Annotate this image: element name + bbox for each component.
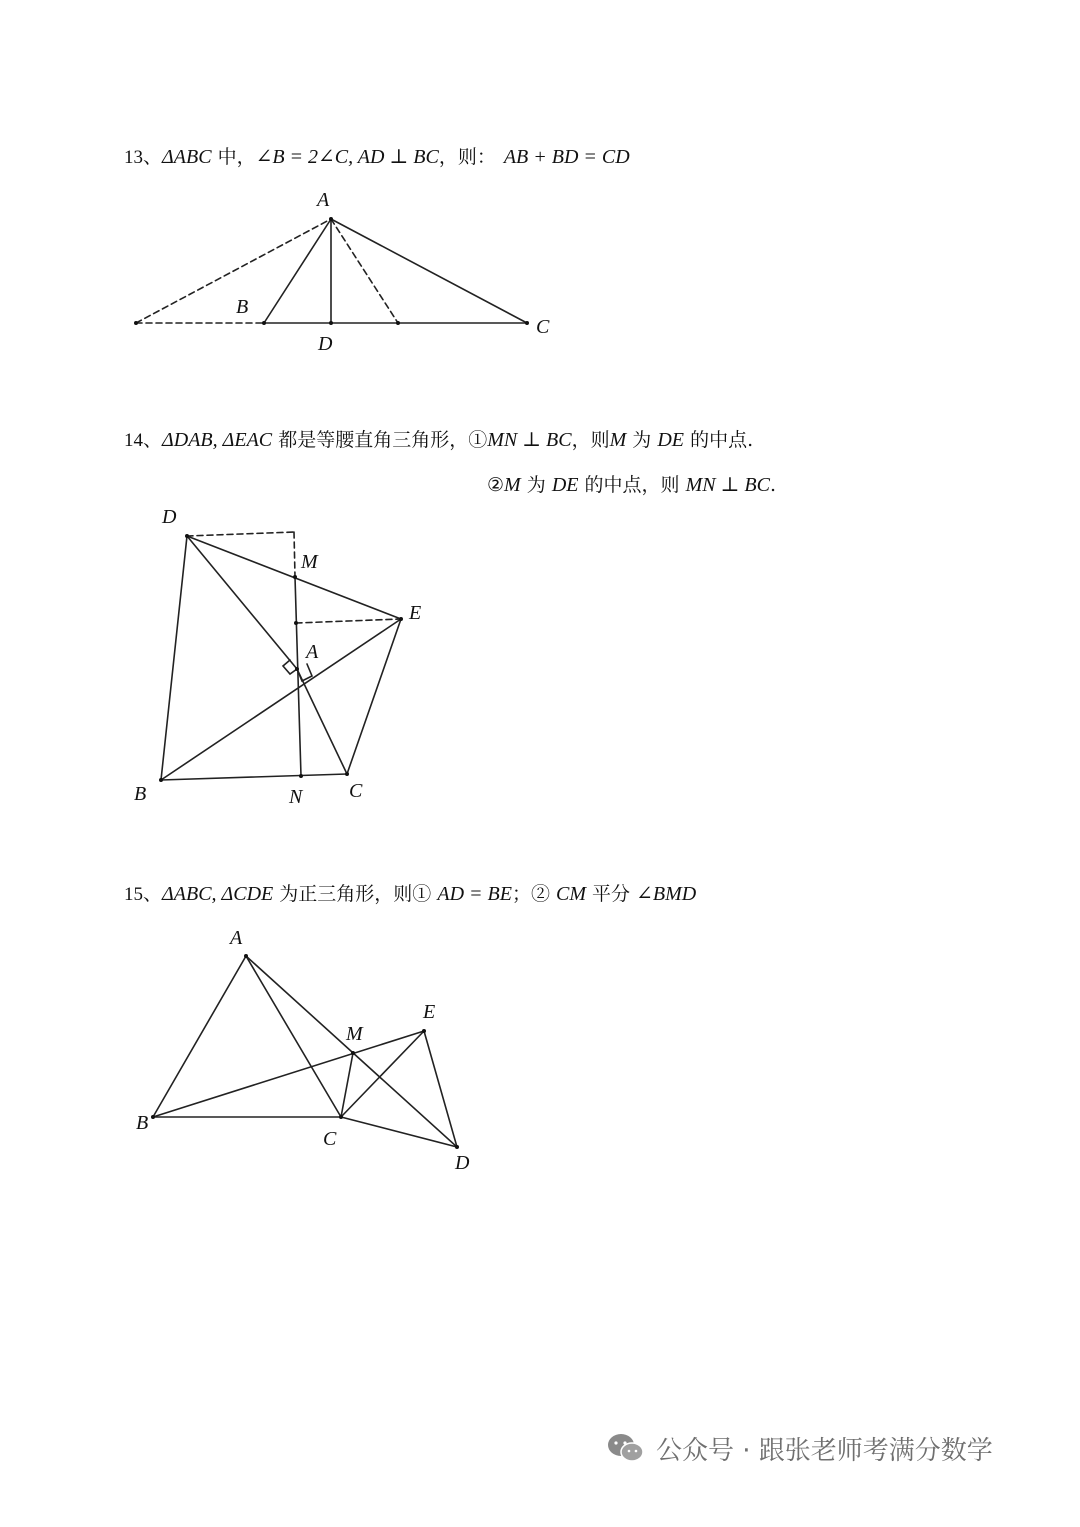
fig15-label-d: D — [455, 1152, 470, 1174]
problem-14-text-4: 的中点. — [684, 429, 754, 451]
fig15-point-d — [455, 1145, 459, 1149]
fig13-label-d: D — [318, 333, 333, 355]
problem-14-condition: MN ⊥ BC — [487, 429, 572, 451]
problem-13-number: 13、 — [124, 147, 163, 168]
fig15-segment-ad — [246, 956, 457, 1147]
fig14-segment-ec — [347, 619, 401, 774]
problem-14-l2-point-m: M — [504, 474, 521, 496]
problem-14-text-3: 为 — [626, 429, 658, 451]
fig14-point-b — [159, 778, 163, 782]
problem-14-l2-conclusion: MN ⊥ BC — [685, 474, 770, 496]
fig15-segment-ed — [424, 1031, 457, 1147]
fig15-segment-ab — [153, 956, 246, 1117]
fig13-dashed-left — [136, 219, 331, 323]
fig15-label-c: C — [323, 1128, 337, 1150]
fig15-point-m — [351, 1051, 355, 1055]
problem-14-text-1: 都是等腰直角三角形，① — [272, 429, 488, 451]
fig15-point-a — [244, 954, 248, 958]
fig14-segment-db — [161, 536, 187, 780]
fig13-label-c: C — [536, 316, 550, 338]
fig14-label-d: D — [162, 506, 177, 528]
fig15-label-e: E — [423, 1001, 436, 1023]
problem-13-condition: ∠B = 2∠C, AD ⊥ BC — [255, 146, 439, 168]
fig14-right-angle-2 — [297, 664, 312, 681]
problem-14-l2-segment-de: DE — [551, 474, 579, 496]
fig13-point-mid — [396, 321, 400, 325]
problem-14-segment-de: DE — [657, 429, 685, 451]
problem-13-triangle: ΔABC — [162, 146, 212, 168]
fig13-point-ext — [134, 321, 138, 325]
fig13-side-ab — [264, 219, 331, 323]
fig14-point-m — [293, 575, 297, 579]
figure-13 — [136, 219, 527, 323]
fig14-point-n — [299, 774, 303, 778]
fig14-segment-be — [161, 619, 401, 780]
fig14-segment-ac — [297, 669, 347, 774]
problem-13-conclusion: AB + BD = CD — [503, 146, 630, 168]
fig14-point-d — [185, 534, 189, 538]
fig14-point-a — [295, 667, 299, 671]
problem-15-number: 15、 — [124, 884, 163, 905]
problem-15-triangles: ΔABC, ΔCDE — [162, 883, 274, 905]
fig15-point-c — [339, 1115, 343, 1119]
fig13-label-a: A — [317, 189, 330, 211]
fig15-label-a: A — [230, 927, 243, 949]
fig14-point-foot — [294, 621, 298, 625]
problem-14-l2-text-3: . — [769, 474, 776, 496]
fig15-label-m: M — [346, 1023, 363, 1045]
problem-13-text-2: ，则： — [438, 146, 496, 168]
problem-15-angle-bmd: ∠BMD — [636, 883, 697, 905]
fig14-label-e: E — [409, 602, 422, 624]
fig13-point-d — [329, 321, 333, 325]
fig14-label-c: C — [349, 780, 363, 802]
fig15-point-b — [151, 1115, 155, 1119]
problem-15-conclusion-1: AD = BE — [437, 883, 512, 905]
fig15-segment-ac — [246, 956, 341, 1117]
footer-watermark — [606, 1428, 993, 1468]
fig14-label-a: A — [306, 641, 319, 663]
footer-text: 公众号 · 跟张老师考满分数学 — [656, 1435, 993, 1466]
fig14-dashed-e — [296, 619, 401, 623]
problem-14-triangles: ΔDAB, ΔEAC — [162, 429, 273, 451]
problem-15-text-2: ；② — [511, 883, 556, 905]
problem-14-point-m: M — [609, 429, 627, 451]
fig13-point-a — [329, 217, 333, 221]
problem-14-circled-2: ② — [487, 474, 505, 496]
problem-14-text-2: ，则 — [571, 429, 610, 451]
problem-13-text-1: 中， — [211, 146, 256, 168]
problem-15-text-1: 为正三角形，则① — [273, 883, 438, 905]
fig13-point-b — [262, 321, 266, 325]
fig15-label-b: B — [136, 1112, 149, 1134]
fig14-label-n: N — [289, 786, 303, 808]
wechat-icon — [606, 1432, 646, 1464]
fig13-point-c — [525, 321, 529, 325]
fig14-segment-bc — [161, 774, 347, 780]
fig14-point-c — [345, 772, 349, 776]
fig14-point-e — [399, 617, 403, 621]
fig13-label-b: B — [236, 296, 249, 318]
fig15-point-e — [422, 1029, 426, 1033]
figure-14 — [161, 532, 401, 780]
fig13-side-ac — [331, 219, 527, 323]
fig14-dashed-vertical — [294, 532, 295, 577]
fig14-label-m: M — [301, 551, 318, 573]
problem-14-number: 14、 — [124, 430, 163, 451]
fig14-label-b: B — [134, 783, 147, 805]
problem-14-l2-text-2: 的中点，则 — [578, 474, 686, 496]
fig13-dashed-right — [331, 219, 398, 323]
fig14-dashed-top — [187, 532, 294, 536]
problem-15-text-3: 平分 — [586, 883, 637, 905]
problem-14-l2-text-1: 为 — [520, 474, 552, 496]
fig14-segment-da — [187, 536, 297, 669]
figure-15 — [153, 956, 457, 1147]
problem-15-segment-cm: CM — [556, 883, 586, 905]
